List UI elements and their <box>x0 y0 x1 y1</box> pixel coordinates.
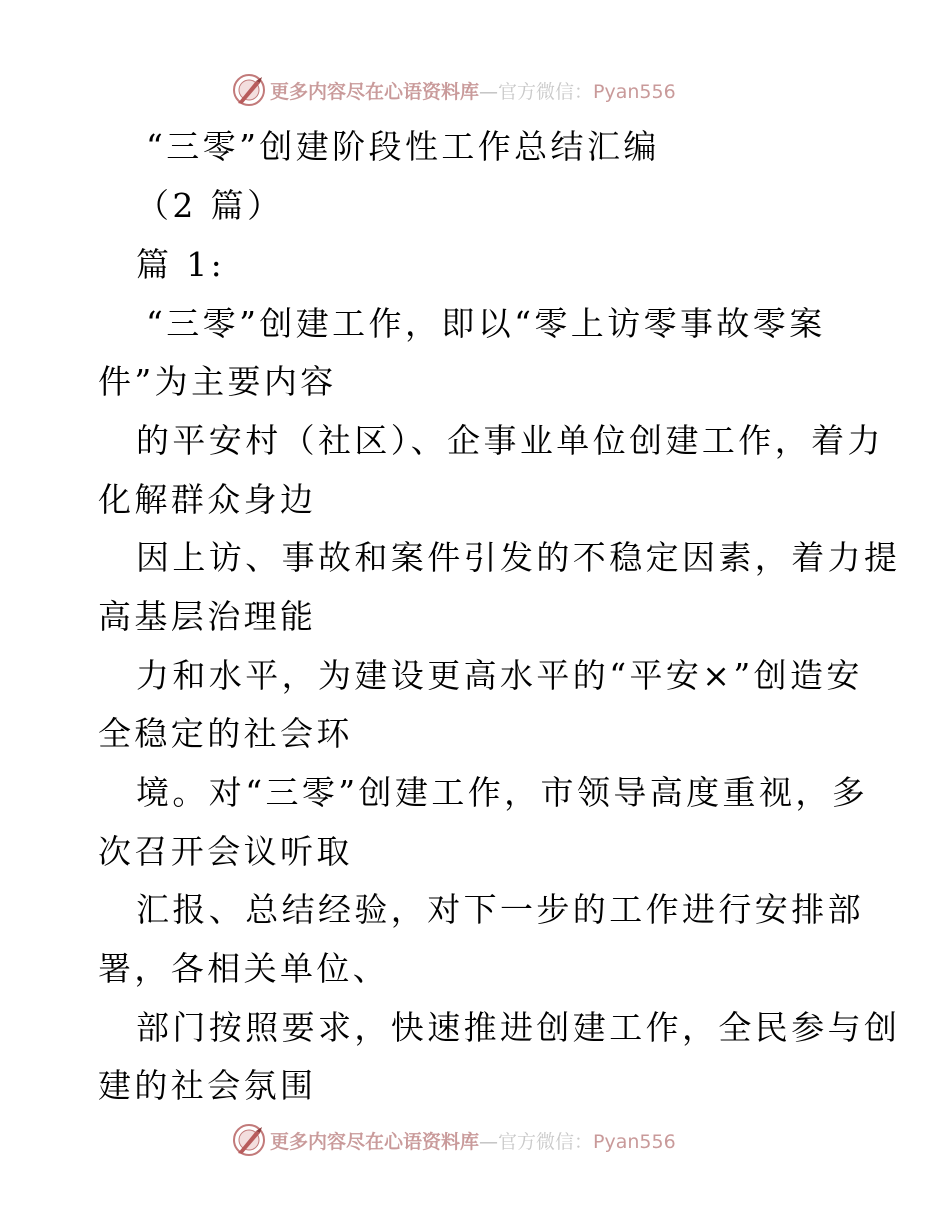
header-watermark <box>232 72 712 108</box>
body-line: 因上访、事故和案件引发的不稳定因素，着力提 <box>136 538 901 577</box>
body-line: 高基层治理能 <box>98 597 317 636</box>
watermark-dash: — <box>479 80 499 103</box>
watermark-text <box>270 1127 676 1154</box>
watermark-brand: 更多内容尽在心语资料库 <box>270 80 480 103</box>
watermark-text <box>270 77 676 104</box>
body-line: 全稳定的社会环 <box>98 714 353 753</box>
document-title: “三零”创建阶段性工作总结汇编 <box>146 127 660 166</box>
body-line: 的平安村（社区）、企事业单位创建工作，着力 <box>136 421 884 460</box>
quill-logo-icon <box>232 1123 266 1157</box>
document-subtitle: （2 篇） <box>136 186 284 225</box>
body-line: 建的社会氛围 <box>98 1066 317 1105</box>
watermark-account: Pyan556 <box>593 80 676 103</box>
body-line: 汇报、总结经验，对下一步的工作进行安排部 <box>136 890 864 929</box>
watermark-dash: — <box>479 1130 499 1153</box>
watermark-wechat-label: 官方微信： <box>498 80 594 103</box>
footer-watermark <box>232 1122 712 1158</box>
body-line: 部门按照要求，快速推进创建工作，全民参与创 <box>136 1008 901 1047</box>
quill-logo-icon <box>232 73 266 107</box>
watermark-wechat-label: 官方微信： <box>498 1130 594 1153</box>
body-line: 件”为主要内容 <box>98 362 337 401</box>
section-label: 篇 1: <box>136 245 226 284</box>
body-line: 化解群众身边 <box>98 480 317 519</box>
watermark-account: Pyan556 <box>593 1130 676 1153</box>
body-line: “三零”创建工作，即以“零上访零事故零案 <box>146 304 826 343</box>
body-line: 境。对“三零”创建工作，市领导高度重视，多 <box>136 773 869 812</box>
body-line: 署，各相关单位、 <box>98 949 390 988</box>
body-line: 力和水平，为建设更高水平的“平安×”创造安 <box>136 656 863 695</box>
watermark-brand: 更多内容尽在心语资料库 <box>270 1130 480 1153</box>
body-line: 次召开会议听取 <box>98 832 353 871</box>
